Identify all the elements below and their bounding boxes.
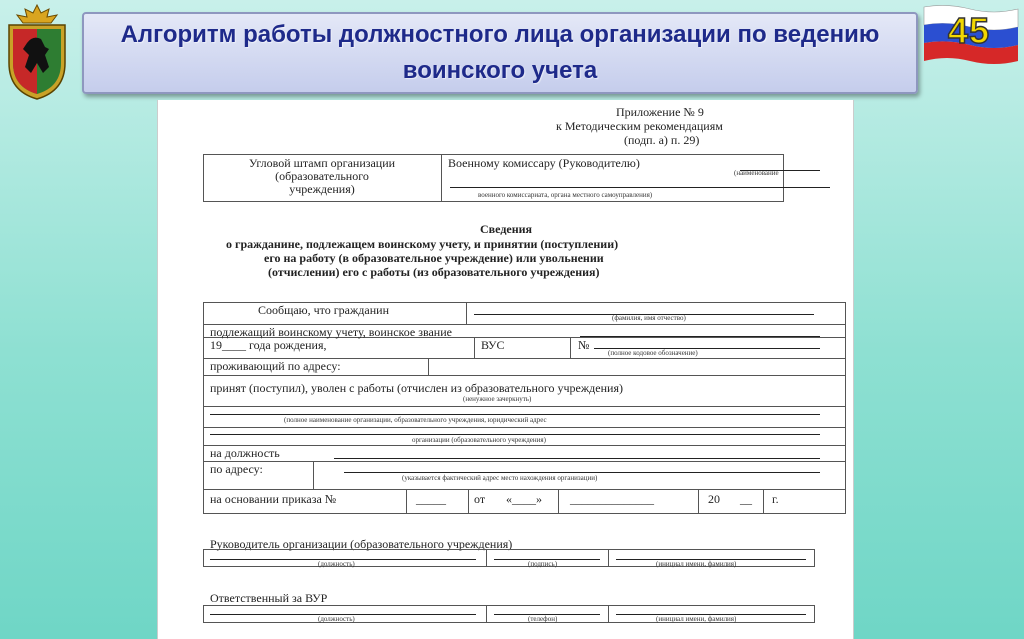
row-order-from: от	[474, 492, 486, 506]
document-form	[157, 100, 854, 639]
subheading-3: (отчислении) его с работы (из образовательного учреждения)	[268, 265, 600, 279]
appendix-line-3: (подп. а) п. 29)	[624, 133, 700, 147]
row-order-number: _____	[416, 492, 446, 506]
addressee-label: Военному комиссару (Руководителю)	[448, 156, 640, 170]
row-order-day: «____»	[506, 492, 542, 506]
row-order-month: ______________	[570, 492, 654, 506]
doc-heading: Сведения	[480, 222, 533, 236]
row-rank-label: подлежащий воинскому учету, воинское звание	[210, 325, 452, 339]
addressee-hint-2: военного комиссариата, органа местного самоуправления)	[478, 191, 653, 199]
sign1-hint-position: (должность)	[318, 560, 355, 568]
appendix-line-2: к Методическим рекомендациям	[556, 119, 723, 133]
row-hired-hint: (ненужное зачеркнуть)	[463, 395, 532, 403]
sign2-hint-name: (инициал имени, фамилия)	[656, 615, 737, 623]
row-org-address-hint: (указывается фактический адрес место нахождения организации)	[402, 474, 598, 482]
stamp-line-2: (образовательного	[275, 169, 369, 183]
row-birth-year: 19____ года рождения,	[210, 338, 327, 352]
sign2-title: Ответственный за ВУР	[210, 591, 328, 605]
title-box	[82, 12, 918, 94]
coat-of-arms-icon	[3, 3, 71, 101]
title-line-1: Алгоритм работы должностного лица организации по ведению	[120, 21, 880, 48]
row-order-year-blank: __	[740, 492, 752, 506]
row-order-label: на основании приказа №	[210, 492, 337, 506]
row-org-address-label: по адресу:	[210, 462, 263, 476]
row-citizen-hint: (фамилия, имя отчество)	[612, 314, 686, 322]
row-citizen-label: Сообщаю, что гражданин	[258, 303, 389, 317]
sign2-hint-phone: (телефон)	[528, 615, 558, 623]
sign1-hint-signature: (подпись)	[528, 560, 558, 568]
row-address-label: проживающий по адресу:	[210, 359, 341, 373]
subheading-1: о гражданине, подлежащем воинскому учету, и принятии (поступлении)	[226, 237, 619, 251]
sign1-title: Руководитель организации (образовательного учреждения)	[210, 537, 513, 551]
row-order-year: 20	[708, 492, 720, 506]
row-hired-label: принят (поступил), уволен с работы (отчислен из образовательного учреждения)	[210, 381, 623, 395]
appendix-line-1: Приложение № 9	[616, 105, 704, 119]
stamp-line-3: учреждения)	[289, 182, 355, 196]
row-org2-hint: организации (образовательного учреждения)	[412, 436, 546, 444]
subheading-2: его на работу (в образовательное учреждение) или увольнении	[264, 251, 604, 265]
addressee-hint-1: (наименование	[734, 169, 779, 177]
title-line-2: воинского учета	[402, 57, 598, 84]
row-position-label: на должность	[210, 446, 280, 460]
row-order-g: г.	[772, 492, 779, 506]
sign2-hint-position: (должность)	[318, 615, 355, 623]
row-code-hint: (полное кодовое обозначение)	[608, 349, 698, 357]
row-vus-label: ВУС	[481, 338, 505, 352]
slide-number: 45	[947, 10, 991, 51]
slide-title	[121, 17, 880, 89]
row-number-label: №	[578, 338, 590, 352]
row-org-hint: (полное наименование организации, образовательного учреждения, юридический адрес	[284, 416, 547, 424]
stamp-line-1: Угловой штамп организации	[248, 156, 396, 170]
sign1-hint-name: (инициал имени, фамилия)	[656, 560, 737, 568]
